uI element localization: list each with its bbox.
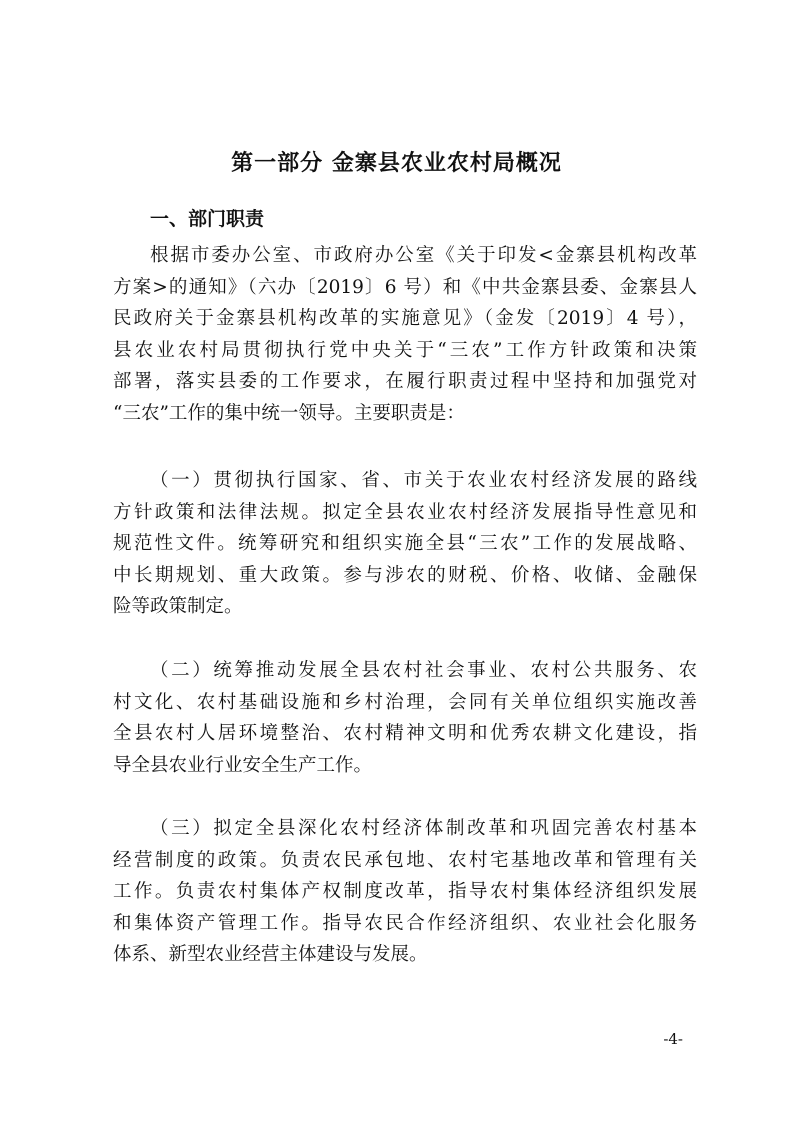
text-line: （三）拟定全县深化农村经济体制改革和巩固完善农村基本 [150,818,697,839]
section-heading: 一、部门职责 [150,208,265,230]
document-title: 第一部分 金寨县农业农村局概况 [231,151,562,176]
paragraph-1 [113,240,697,429]
text-line: 村文化、农村基础设施和乡村治理，会同有关单位组织实施改善 [113,691,697,713]
text-line: 民政府关于金寨县机构改革的实施意见》（金发〔2019〕4 号）， [113,308,697,329]
text-line: “三农”工作的集中统一领导。主要职责是： [113,402,465,424]
text-line: 根据市委办公室、市政府办公室《关于印发<金寨县机构改革 [150,245,697,266]
paragraph-4 [113,813,697,971]
text-line: 体系、新型农业经营主体建设与发展。 [113,944,428,965]
text-line: （二）统筹推动发展全县农村社会事业、农村公共服务、农 [150,660,697,681]
text-line: 经营制度的政策。负责农民承包地、农村宅基地改革和管理有关 [113,849,697,871]
text-line: 全县农村人居环境整治、农村精神文明和优秀农耕文化建设，指 [113,723,697,744]
page-number: -4- [663,1030,683,1048]
text-line: 方案>的通知》（六办〔2019〕6 号）和《中共金寨县委、金寨县人 [113,276,697,298]
paragraph-3 [113,655,697,781]
text-line: 工作。负责农村集体产权制度改革，指导农村集体经济组织发展 [113,881,697,902]
text-line: 导全县农业行业安全生产工作。 [113,754,373,776]
text-line: 险等政策制定。 [113,596,243,617]
text-line: 部署，落实县委的工作要求，在履行职责过程中坚持和加强党对 [113,371,697,392]
paragraph-2 [113,465,697,623]
text-line: 方针政策和法律法规。拟定全县农业农村经济发展指导性意见和 [113,501,697,523]
text-line: 规范性文件。统筹研究和组织实施全县“三农”工作的发展战略、 [113,533,697,554]
text-line: 中长期规划、重大政策。参与涉农的财税、价格、收储、金融保 [113,564,697,586]
text-line: 和集体资产管理工作。指导农民合作经济组织、农业社会化服务 [113,912,697,934]
text-line: （一）贯彻执行国家、省、市关于农业农村经济发展的路线 [150,470,697,491]
text-line: 县农业农村局贯彻执行党中央关于“三农”工作方针政策和决策 [113,339,697,361]
